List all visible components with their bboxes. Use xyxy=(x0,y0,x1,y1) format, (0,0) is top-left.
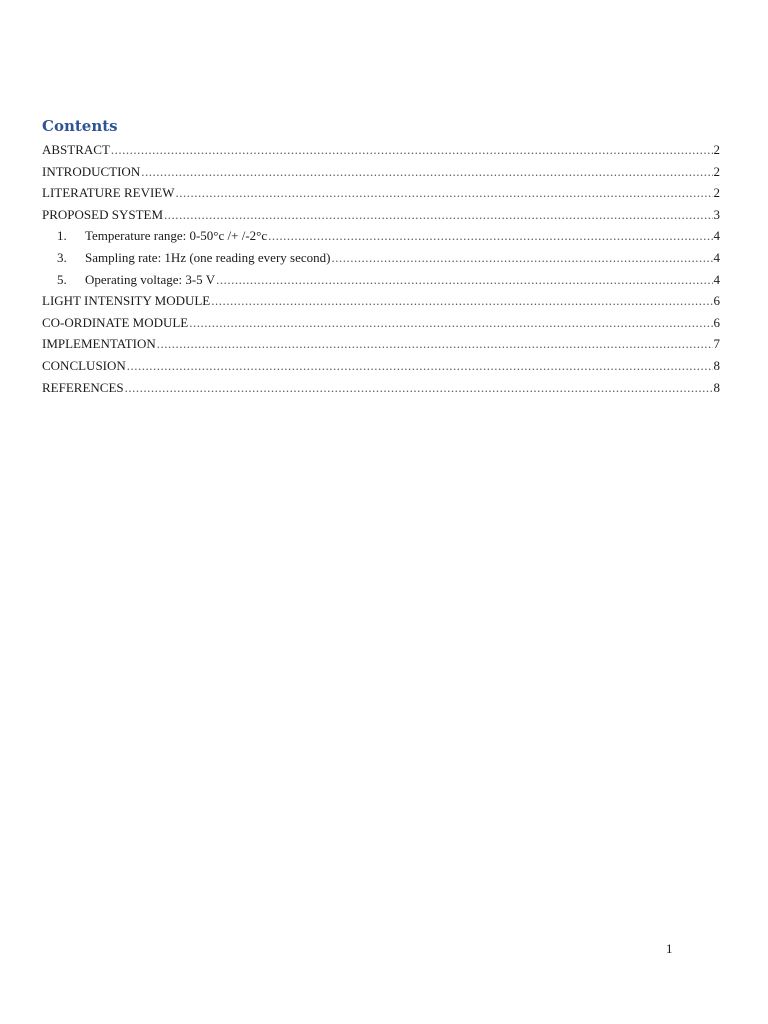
toc-entry-page: 4 xyxy=(713,271,720,287)
toc-entry-introduction[interactable] xyxy=(42,161,720,183)
page-number: 1 xyxy=(666,941,673,956)
toc-entry-page: 8 xyxy=(713,357,720,373)
toc-entry-literature-review[interactable] xyxy=(42,182,720,204)
toc-entry-light-intensity-module[interactable] xyxy=(42,290,720,312)
toc-entry-sampling-rate[interactable] xyxy=(42,247,720,269)
toc-entry-abstract[interactable] xyxy=(42,139,720,161)
toc-entry-title: Temperature range: 0-50°c /+ /-2°c xyxy=(85,228,268,244)
toc-entry-proposed-system[interactable] xyxy=(42,204,720,226)
toc-entry-title: REFERENCES xyxy=(42,379,124,395)
toc-dot-leader xyxy=(268,225,712,247)
toc-dot-leader xyxy=(125,377,713,399)
toc-dot-leader xyxy=(127,355,713,377)
toc-entry-page: 2 xyxy=(713,142,720,157)
toc-entry-number: 5. xyxy=(57,271,67,287)
toc-entry-page: 6 xyxy=(713,314,720,330)
toc-entry-page: 2 xyxy=(713,185,720,201)
toc-entry-title: PROPOSED SYSTEM xyxy=(42,206,164,222)
toc-entry-title: Sampling rate: 1Hz (one reading every second) xyxy=(85,249,331,265)
toc-entry-co-ordinate-module[interactable] xyxy=(42,312,720,334)
toc-entry-title: ABSTRACT xyxy=(42,142,110,157)
toc-heading: Contents xyxy=(42,117,118,135)
toc-dot-leader xyxy=(111,139,713,161)
toc-entry-title: LITERATURE REVIEW xyxy=(42,185,175,201)
toc-dot-leader xyxy=(331,247,712,269)
toc-entry-conclusion[interactable] xyxy=(42,355,720,377)
toc-dot-leader xyxy=(164,204,712,226)
toc-entry-operating-voltage[interactable] xyxy=(42,269,720,291)
toc-dot-leader xyxy=(157,333,713,355)
toc-entry-page: 8 xyxy=(713,379,720,395)
toc-entry-temperature-range[interactable] xyxy=(42,225,720,247)
toc-entry-title: CONCLUSION xyxy=(42,357,126,373)
toc-entry-page: 6 xyxy=(713,293,720,309)
toc-entry-page: 7 xyxy=(713,336,720,352)
toc-entry-page: 4 xyxy=(713,228,720,244)
toc-list xyxy=(42,139,720,398)
toc-entry-title: INTRODUCTION xyxy=(42,163,141,179)
toc-dot-leader xyxy=(141,161,712,183)
toc-entry-title: CO-ORDINATE MODULE xyxy=(42,314,189,330)
toc-entry-number: 3. xyxy=(57,249,67,265)
toc-entry-title: LIGHT INTENSITY MODULE xyxy=(42,293,211,309)
toc-entry-references[interactable] xyxy=(42,377,720,399)
toc-entry-implementation[interactable] xyxy=(42,333,720,355)
toc-dot-leader xyxy=(216,269,712,291)
toc-entry-title: IMPLEMENTATION xyxy=(42,336,156,352)
toc-entry-number: 1. xyxy=(57,228,67,244)
toc-dot-leader xyxy=(189,312,712,334)
toc-entry-page: 4 xyxy=(713,249,720,265)
toc-entry-page: 3 xyxy=(713,206,720,222)
toc-entry-page: 2 xyxy=(713,163,720,179)
toc-dot-leader xyxy=(211,290,712,312)
toc-dot-leader xyxy=(176,182,713,204)
toc-entry-title: Operating voltage: 3-5 V xyxy=(85,271,216,287)
